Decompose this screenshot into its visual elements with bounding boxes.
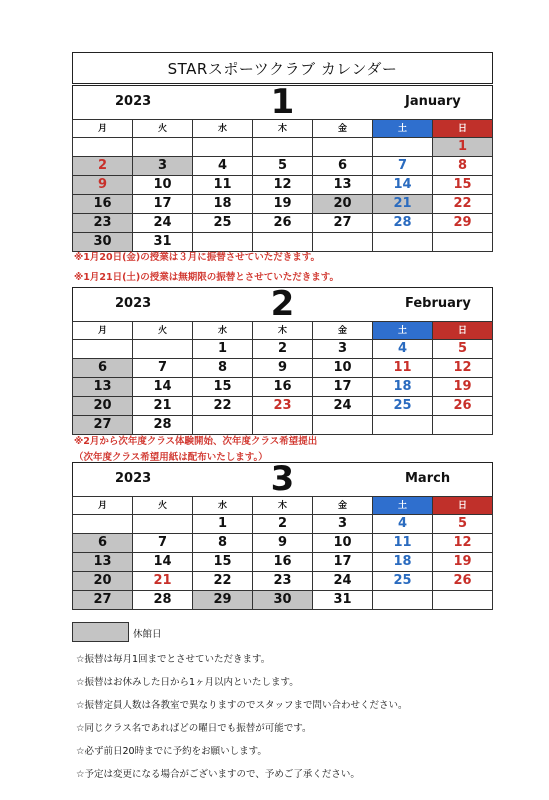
weekday-header: 月 xyxy=(73,120,133,138)
weekday-header: 水 xyxy=(193,120,253,138)
week-row xyxy=(73,157,493,176)
weekday-header: 火 xyxy=(133,322,193,340)
day-cell: 12 xyxy=(433,534,493,553)
day-cell: 13 xyxy=(313,176,373,195)
day-cell: 10 xyxy=(133,176,193,195)
empty-cell xyxy=(313,138,373,157)
day-cell: 1 xyxy=(433,138,493,157)
day-cell: 28 xyxy=(373,214,433,233)
weekday-header: 月 xyxy=(73,322,133,340)
day-cell: 26 xyxy=(433,572,493,591)
day-cell: 11 xyxy=(193,176,253,195)
day-cell: 21 xyxy=(133,572,193,591)
rule-note: ☆振替はお休みした日から1ヶ月以内といたします。 xyxy=(76,677,299,688)
weekday-header: 日 xyxy=(433,497,493,515)
day-cell: 25 xyxy=(373,572,433,591)
weekday-header: 火 xyxy=(133,497,193,515)
weekday-header: 金 xyxy=(313,322,373,340)
day-cell: 3 xyxy=(313,340,373,359)
year-label: 2023 xyxy=(115,94,152,109)
day-cell: 6 xyxy=(73,534,133,553)
day-cell: 6 xyxy=(313,157,373,176)
day-cell: 15 xyxy=(433,176,493,195)
rule-note: ☆予定は変更になる場合がございますので、予めご了承ください。 xyxy=(76,769,360,780)
weekday-header: 水 xyxy=(193,497,253,515)
empty-cell xyxy=(433,233,493,252)
empty-cell xyxy=(373,233,433,252)
day-cell: 10 xyxy=(313,534,373,553)
weekday-header: 金 xyxy=(313,120,373,138)
weekday-header-row xyxy=(73,322,493,340)
day-cell: 24 xyxy=(313,397,373,416)
empty-cell xyxy=(253,138,313,157)
weekday-header: 木 xyxy=(253,322,313,340)
empty-cell xyxy=(313,416,373,435)
day-cell: 27 xyxy=(73,416,133,435)
day-cell: 30 xyxy=(253,591,313,610)
day-cell: 29 xyxy=(193,591,253,610)
day-cell: 4 xyxy=(373,515,433,534)
january-note-1: ※1月20日(金)の授業は３月に振替させていただきます。 xyxy=(74,252,320,263)
day-cell: 14 xyxy=(133,378,193,397)
empty-cell xyxy=(73,515,133,534)
closed-day-swatch xyxy=(72,622,129,642)
day-cell: 12 xyxy=(253,176,313,195)
day-cell: 7 xyxy=(373,157,433,176)
week-row xyxy=(73,553,493,572)
rule-note: ☆同じクラス名であればどの曜日でも振替が可能です。 xyxy=(76,723,312,734)
day-cell: 28 xyxy=(133,591,193,610)
day-cell: 31 xyxy=(133,233,193,252)
day-cell: 20 xyxy=(73,572,133,591)
day-cell: 8 xyxy=(193,534,253,553)
week-row xyxy=(73,340,493,359)
week-row xyxy=(73,195,493,214)
month-number: 2 xyxy=(270,284,295,324)
month-number: 1 xyxy=(270,82,295,122)
day-cell: 12 xyxy=(433,359,493,378)
day-cell: 21 xyxy=(133,397,193,416)
month-header xyxy=(72,82,493,122)
month-header xyxy=(72,284,493,324)
day-cell: 9 xyxy=(253,534,313,553)
day-cell: 9 xyxy=(253,359,313,378)
day-cell: 17 xyxy=(313,378,373,397)
day-cell: 14 xyxy=(133,553,193,572)
empty-cell xyxy=(193,416,253,435)
empty-cell xyxy=(133,515,193,534)
week-row xyxy=(73,214,493,233)
day-cell: 17 xyxy=(133,195,193,214)
month-name: March xyxy=(405,471,451,486)
day-cell: 19 xyxy=(433,553,493,572)
day-cell: 5 xyxy=(253,157,313,176)
week-row xyxy=(73,534,493,553)
weekday-header: 土 xyxy=(373,322,433,340)
day-cell: 13 xyxy=(73,378,133,397)
weekday-header-row xyxy=(73,120,493,138)
weekday-header: 金 xyxy=(313,497,373,515)
day-cell: 28 xyxy=(133,416,193,435)
weekday-header: 日 xyxy=(433,322,493,340)
week-row xyxy=(73,515,493,534)
day-cell: 4 xyxy=(373,340,433,359)
day-cell: 9 xyxy=(73,176,133,195)
day-cell: 29 xyxy=(433,214,493,233)
day-cell: 7 xyxy=(133,534,193,553)
day-cell: 26 xyxy=(253,214,313,233)
empty-cell xyxy=(73,138,133,157)
day-cell: 18 xyxy=(373,553,433,572)
day-cell: 11 xyxy=(373,534,433,553)
weekday-header: 木 xyxy=(253,497,313,515)
day-cell: 16 xyxy=(253,378,313,397)
weekday-header: 火 xyxy=(133,120,193,138)
month-february xyxy=(72,284,493,435)
day-cell: 7 xyxy=(133,359,193,378)
day-cell: 2 xyxy=(73,157,133,176)
rule-note: ☆必ず前日20時までに予約をお願いします。 xyxy=(76,746,267,757)
day-cell: 19 xyxy=(253,195,313,214)
month-name: February xyxy=(405,296,471,311)
empty-cell xyxy=(373,416,433,435)
day-cell: 24 xyxy=(313,572,373,591)
week-row xyxy=(73,359,493,378)
weekday-header-row xyxy=(73,497,493,515)
empty-cell xyxy=(313,233,373,252)
day-cell: 1 xyxy=(193,340,253,359)
day-cell: 2 xyxy=(253,515,313,534)
empty-cell xyxy=(253,416,313,435)
empty-cell xyxy=(373,591,433,610)
day-cell: 2 xyxy=(253,340,313,359)
day-cell: 24 xyxy=(133,214,193,233)
calendar-grid xyxy=(72,496,493,610)
week-row xyxy=(73,176,493,195)
day-cell: 20 xyxy=(313,195,373,214)
day-cell: 22 xyxy=(193,397,253,416)
day-cell: 11 xyxy=(373,359,433,378)
month-number: 3 xyxy=(270,459,295,499)
empty-cell xyxy=(433,416,493,435)
week-row xyxy=(73,378,493,397)
calendar-grid xyxy=(72,321,493,435)
day-cell: 25 xyxy=(193,214,253,233)
day-cell: 31 xyxy=(313,591,373,610)
weekday-header: 土 xyxy=(373,120,433,138)
day-cell: 21 xyxy=(373,195,433,214)
calendar-grid xyxy=(72,119,493,252)
february-note-1: ※2月から次年度クラス体験開始、次年度クラス希望提出 xyxy=(74,436,318,447)
month-header xyxy=(72,459,493,499)
day-cell: 6 xyxy=(73,359,133,378)
day-cell: 5 xyxy=(433,340,493,359)
day-cell: 22 xyxy=(433,195,493,214)
week-row xyxy=(73,572,493,591)
day-cell: 23 xyxy=(73,214,133,233)
day-cell: 1 xyxy=(193,515,253,534)
month-march xyxy=(72,459,493,610)
day-cell: 3 xyxy=(133,157,193,176)
day-cell: 8 xyxy=(193,359,253,378)
week-row xyxy=(73,591,493,610)
empty-cell xyxy=(373,138,433,157)
day-cell: 26 xyxy=(433,397,493,416)
day-cell: 22 xyxy=(193,572,253,591)
rule-note: ☆振替は毎月1回までとさせていただきます。 xyxy=(76,654,271,665)
day-cell: 8 xyxy=(433,157,493,176)
empty-cell xyxy=(133,138,193,157)
day-cell: 25 xyxy=(373,397,433,416)
day-cell: 3 xyxy=(313,515,373,534)
day-cell: 30 xyxy=(73,233,133,252)
closed-day-label: 休館日 xyxy=(133,629,162,640)
rule-note: ☆振替定員人数は各教室で異なりますのでスタッフまで問い合わせください。 xyxy=(76,700,408,711)
day-cell: 15 xyxy=(193,378,253,397)
weekday-header: 日 xyxy=(433,120,493,138)
day-cell: 19 xyxy=(433,378,493,397)
day-cell: 16 xyxy=(73,195,133,214)
day-cell: 16 xyxy=(253,553,313,572)
day-cell: 20 xyxy=(73,397,133,416)
empty-cell xyxy=(433,591,493,610)
weekday-header: 水 xyxy=(193,322,253,340)
year-label: 2023 xyxy=(115,471,152,486)
weekday-header: 土 xyxy=(373,497,433,515)
day-cell: 13 xyxy=(73,553,133,572)
day-cell: 4 xyxy=(193,157,253,176)
day-cell: 15 xyxy=(193,553,253,572)
week-row xyxy=(73,138,493,157)
month-january xyxy=(72,82,493,252)
day-cell: 18 xyxy=(193,195,253,214)
empty-cell xyxy=(193,138,253,157)
january-note-2: ※1月21日(土)の授業は無期限の振替とさせていただきます。 xyxy=(74,272,339,283)
weekday-header: 月 xyxy=(73,497,133,515)
calendar-title: STARスポーツクラブ カレンダー xyxy=(72,52,493,84)
day-cell: 14 xyxy=(373,176,433,195)
day-cell: 10 xyxy=(313,359,373,378)
year-label: 2023 xyxy=(115,296,152,311)
day-cell: 18 xyxy=(373,378,433,397)
empty-cell xyxy=(133,340,193,359)
day-cell: 23 xyxy=(253,572,313,591)
february-note-2: （次年度クラス希望用紙は配布いたします。） xyxy=(74,452,268,463)
day-cell: 27 xyxy=(73,591,133,610)
weekday-header: 木 xyxy=(253,120,313,138)
day-cell: 5 xyxy=(433,515,493,534)
day-cell: 27 xyxy=(313,214,373,233)
month-name: January xyxy=(405,94,461,109)
day-cell: 23 xyxy=(253,397,313,416)
week-row xyxy=(73,416,493,435)
empty-cell xyxy=(73,340,133,359)
week-row xyxy=(73,397,493,416)
day-cell: 17 xyxy=(313,553,373,572)
